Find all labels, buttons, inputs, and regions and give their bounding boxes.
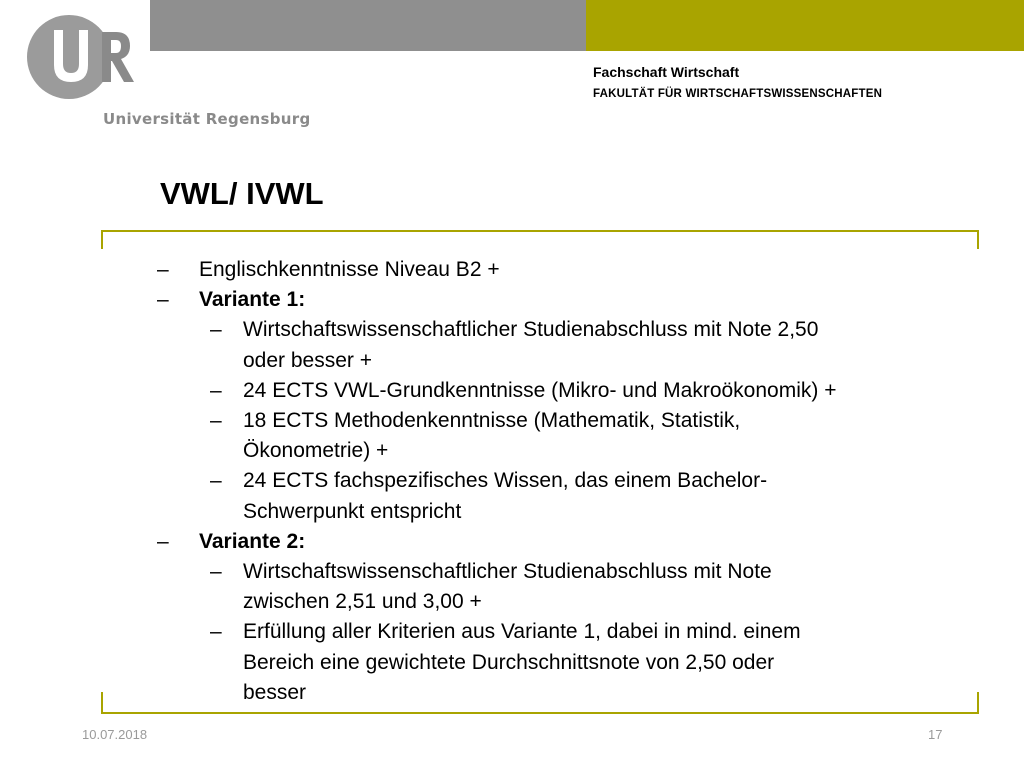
bullet-text: Erfüllung aller Kriterien aus Variante 1, dabei in mind. einem — [243, 620, 801, 644]
bullet-text: Variante 1: — [199, 288, 306, 312]
bullet-text: Wirtschaftswissenschaftlicher Studienabschluss mit Note 2,50 — [243, 318, 819, 342]
bullet-text: Schwerpunkt entspricht — [243, 499, 462, 523]
bullet-dash: – — [210, 469, 222, 493]
bullet-dash: – — [210, 318, 222, 342]
department-subtitle: FAKULTÄT FÜR WIRTSCHAFTSWISSENSCHAFTEN — [593, 88, 883, 100]
university-name: Universität Regensburg — [103, 110, 311, 128]
bullet-text: Wirtschaftswissenschaftlicher Studienabschluss mit Note — [243, 560, 772, 583]
bullet-text: besser — [243, 680, 307, 704]
page-number: 17 — [928, 727, 943, 742]
slide-title: VWL/ IVWL — [160, 176, 324, 211]
bullet-text: Ökonometrie) + — [243, 439, 389, 463]
bullet-dash: – — [210, 620, 222, 644]
bullet-text: Variante 2: — [199, 529, 306, 553]
bullet-text: Englischkenntnisse Niveau B2 + — [199, 258, 500, 281]
bullet-dash: – — [210, 409, 222, 432]
bullet-dash: – — [157, 258, 169, 281]
bullet-text: 24 ECTS fachspezifisches Wissen, das einem Bachelor- — [243, 469, 768, 493]
footer-date: 10.07.2018 — [82, 727, 148, 742]
bullet-dash: – — [157, 529, 169, 553]
bullet-dash: – — [210, 378, 222, 402]
bullet-dash: – — [210, 560, 222, 583]
bullet-text: Bereich eine gewichtete Durchschnittsnote von 2,50 oder — [243, 650, 775, 674]
bullet-dash: – — [157, 288, 169, 312]
bullet-text: zwischen 2,51 und 3,00 + — [243, 590, 482, 614]
bullet-text: 18 ECTS Methodenkenntnisse (Mathematik, Statistik, — [243, 409, 741, 432]
department-title: Fachschaft Wirtschaft — [593, 64, 740, 80]
bullet-text: 24 ECTS VWL-Grundkenntnisse (Mikro- und Makroökonomik) + — [243, 378, 837, 402]
bullet-text: oder besser + — [243, 348, 372, 372]
